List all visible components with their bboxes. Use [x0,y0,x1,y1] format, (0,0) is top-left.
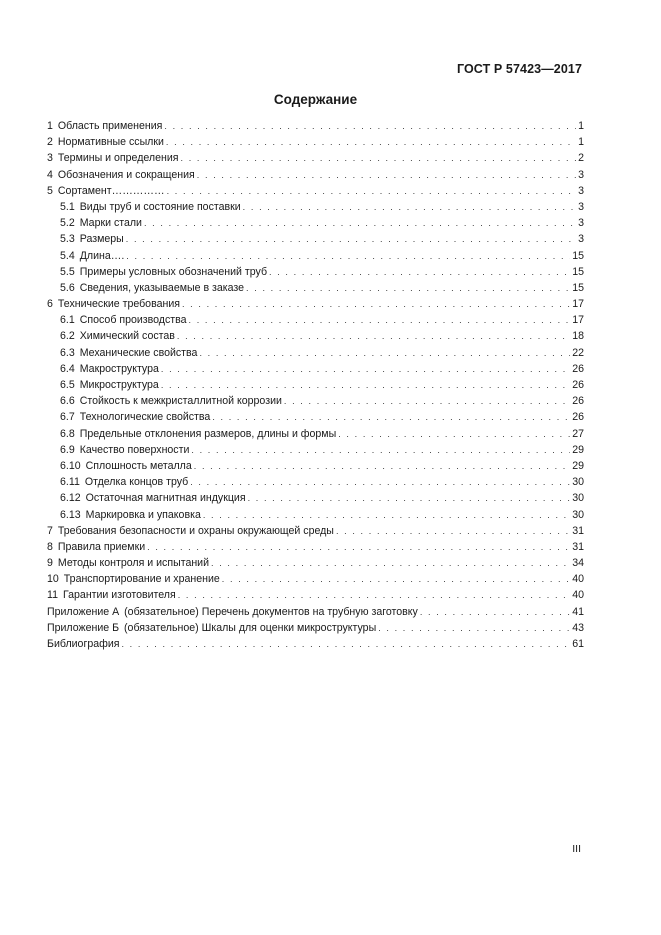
toc-entry[interactable] [47,587,584,603]
dot-leader [211,555,570,571]
toc-entry-page: 1 [578,136,584,149]
toc-entry-number: 6.5 [60,379,75,391]
dot-leader [166,134,576,150]
toc-entry[interactable] [47,312,584,328]
dot-leader [194,458,570,474]
toc-entry-page: 29 [572,443,584,456]
dot-leader [212,409,570,425]
toc-entry-label: Длина…. [79,249,125,262]
toc-entry-label: Обозначения и сокращения [57,168,195,181]
toc-entry-page: 43 [572,621,584,634]
toc-entry[interactable] [47,458,584,474]
toc-entry-number: 6.6 [60,395,75,408]
toc-entry-number: 7 [47,524,53,537]
dot-leader [191,442,570,458]
toc-entry-label: Термины и определения [57,152,179,165]
toc-entry-number: 10 [47,573,59,586]
dot-leader [126,231,576,247]
toc-entry[interactable] [47,539,584,555]
toc-entry-number: 5.4 [60,249,75,262]
toc-entry-page: 30 [572,508,584,521]
toc-entry[interactable] [47,134,584,150]
toc-entry-label: Технологические свойства [79,411,211,424]
toc-entry-label: Макроструктура [79,362,159,375]
toc-entry-label: Транспортирование и хранение [63,573,220,586]
toc-entry-number: 6.8 [60,427,75,440]
toc-entry-page: 3 [578,217,584,230]
toc-entry-number: 6 [47,298,53,311]
toc-entry[interactable] [47,490,584,506]
dot-leader [182,296,570,312]
toc-entry[interactable] [47,604,584,620]
toc-entry[interactable] [47,507,584,523]
dot-leader [420,604,570,620]
toc-entry-page: 3 [578,168,584,181]
toc-entry-page: 61 [572,638,584,650]
toc-entry-page: 15 [572,265,584,278]
dot-leader [243,199,576,215]
toc-entry-label: Методы контроля и испытаний [57,557,210,570]
toc-entry-number: 11 [47,589,58,602]
toc-entry-label: Способ производства [79,314,187,327]
toc-entry-label: Сведения, указываемые в заказе [79,281,245,294]
dot-leader [269,264,570,280]
toc-entry-label: Нормативные ссылки [57,136,164,149]
dot-leader [190,474,570,490]
toc-entry-number: 5.1 [60,200,75,213]
toc-entry-number: 9 [47,557,53,570]
toc-entry-label: Виды труб и состояние поставки [79,200,241,213]
dot-leader [164,118,576,134]
dot-leader [378,620,570,636]
toc-entry-label: (обязательное) Шкалы для оценки микроструктуры [124,621,377,634]
toc-entry-page: 30 [572,492,584,505]
dot-leader [147,539,570,555]
toc-entry-page: 40 [572,573,584,586]
toc-entry-label: Правила приемки [57,540,146,553]
toc-entry-page: 26 [572,411,584,424]
toc-entry-label: Сплошность металла [85,459,192,472]
dot-leader [161,377,570,393]
toc-entry[interactable] [47,328,584,344]
dot-leader [284,393,570,409]
toc-entry-number: 6.13 [60,508,81,521]
table-of-contents [47,118,584,652]
standard-number: ГОСТ Р 57423—2017 [456,62,582,76]
toc-entry-label: (обязательное) Перечень документов на трубную заготовку [124,605,418,618]
toc-entry-label: Марки стали [79,217,142,230]
dot-leader [189,312,571,328]
toc-entry-number: 6.3 [60,346,75,359]
toc-entry-page: 3 [578,200,584,213]
toc-entry-number: 5 [47,184,53,197]
toc-entry-label: Стойкость к межкристаллитной коррозии [79,395,282,408]
page-number: III [572,843,581,855]
dot-leader [246,280,570,296]
toc-entry[interactable] [47,442,584,458]
toc-entry-page: 3 [578,233,584,246]
toc-entry-page: 17 [572,314,584,327]
toc-entry[interactable] [47,248,584,264]
dot-leader [178,587,570,603]
toc-entry-label: Отделка концов труб [84,476,189,489]
toc-entry-number: 6.1 [60,314,75,327]
toc-entry-page: 26 [572,395,584,408]
toc-entry-label: Микроструктура [79,379,159,391]
toc-entry-label: Механические свойства [79,346,198,359]
toc-entry-number: 6.12 [60,492,81,505]
toc-entry-number: 2 [47,136,53,149]
toc-entry-label: Размеры [79,233,124,246]
dot-leader [167,183,577,199]
toc-entry[interactable] [47,231,584,247]
dot-leader [199,345,570,361]
dot-leader [161,361,570,377]
toc-entry-page: 15 [572,249,584,262]
dot-leader [181,150,577,166]
toc-entry-page: 26 [572,362,584,375]
toc-entry[interactable] [47,636,584,652]
toc-entry[interactable] [47,620,584,636]
toc-entry-number: 6.9 [60,443,75,456]
toc-entry-number: 6.10 [60,459,81,472]
toc-entry-label: Качество поверхности [79,443,190,456]
toc-entry[interactable] [47,296,584,312]
toc-entry-label: Требования безопасности и охраны окружающей среды [57,524,334,537]
toc-entry-label: Библиография [47,638,120,650]
toc-entry-page: 34 [572,557,584,570]
dot-leader [126,248,570,264]
toc-entry-page: 15 [572,281,584,294]
toc-entry-label: Химический состав [79,330,175,343]
dot-leader [248,490,571,506]
toc-entry-page: 3 [578,184,584,197]
toc-entry-number: Приложение А [47,605,120,618]
toc-entry-label: Остаточная магнитная индукция [85,492,246,505]
toc-entry[interactable] [47,361,584,377]
toc-entry[interactable] [47,280,584,296]
toc-entry-page: 30 [572,476,584,489]
toc-entry-page: 29 [572,459,584,472]
dot-leader [336,523,570,539]
dot-leader [144,215,576,231]
toc-entry-page: 41 [572,605,584,618]
toc-entry-page: 18 [572,330,584,343]
toc-entry-number: 5.2 [60,217,75,230]
toc-entry[interactable] [47,426,584,442]
toc-entry-number: 5.6 [60,281,75,294]
toc-entry-number: 4 [47,168,53,181]
toc-entry-label: Технические требования [57,298,180,311]
toc-entry[interactable] [47,377,584,393]
toc-entry-number: Приложение Б [47,621,120,634]
toc-entry[interactable] [47,571,584,587]
dot-leader [338,426,570,442]
dot-leader [177,328,570,344]
toc-entry-label: Примеры условных обозначений труб [79,265,268,278]
toc-entry-number: 5.5 [60,265,75,278]
toc-entry[interactable] [47,118,584,134]
toc-entry-page: 1 [578,120,584,132]
toc-entry[interactable] [47,393,584,409]
toc-entry-number: 6.7 [60,411,75,424]
toc-entry-label: Гарантии изготовителя [63,589,176,602]
dot-leader [203,507,570,523]
toc-entry[interactable] [47,199,584,215]
toc-entry[interactable] [47,523,584,539]
toc-entry-number: 5.3 [60,233,75,246]
dot-leader [197,167,576,183]
toc-entry-page: 40 [572,589,584,602]
toc-entry-number: 6.11 [60,476,80,489]
toc-entry-label: Предельные отклонения размеров, длины и формы [79,427,337,440]
toc-entry-label: Сортамент…………… [57,184,165,197]
toc-entry-label: Маркировка и упаковка [85,508,201,521]
toc-entry-page: 22 [572,346,584,359]
toc-entry-number: 8 [47,540,53,553]
dot-leader [222,571,570,587]
toc-entry-page: 17 [572,298,584,311]
toc-entry[interactable] [47,215,584,231]
toc-entry[interactable] [47,474,584,490]
toc-entry[interactable] [47,264,584,280]
toc-entry-number: 3 [47,152,53,165]
toc-entry[interactable] [47,150,584,166]
toc-entry[interactable] [47,167,584,183]
toc-entry-label: Область применения [57,120,163,132]
toc-entry-number: 6.4 [60,362,75,375]
toc-title: Содержание [273,92,358,107]
toc-entry[interactable] [47,409,584,425]
dot-leader [121,636,570,652]
toc-entry-page: 26 [572,379,584,391]
toc-entry-page: 2 [578,152,584,165]
toc-entry-number: 6.2 [60,330,75,343]
toc-entry-page: 27 [572,427,584,440]
toc-entry[interactable] [47,555,584,571]
toc-entry-page: 31 [572,540,584,553]
toc-entry[interactable] [47,183,584,199]
toc-entry[interactable] [47,345,584,361]
toc-entry-number: 1 [47,120,53,132]
toc-entry-page: 31 [572,524,584,537]
